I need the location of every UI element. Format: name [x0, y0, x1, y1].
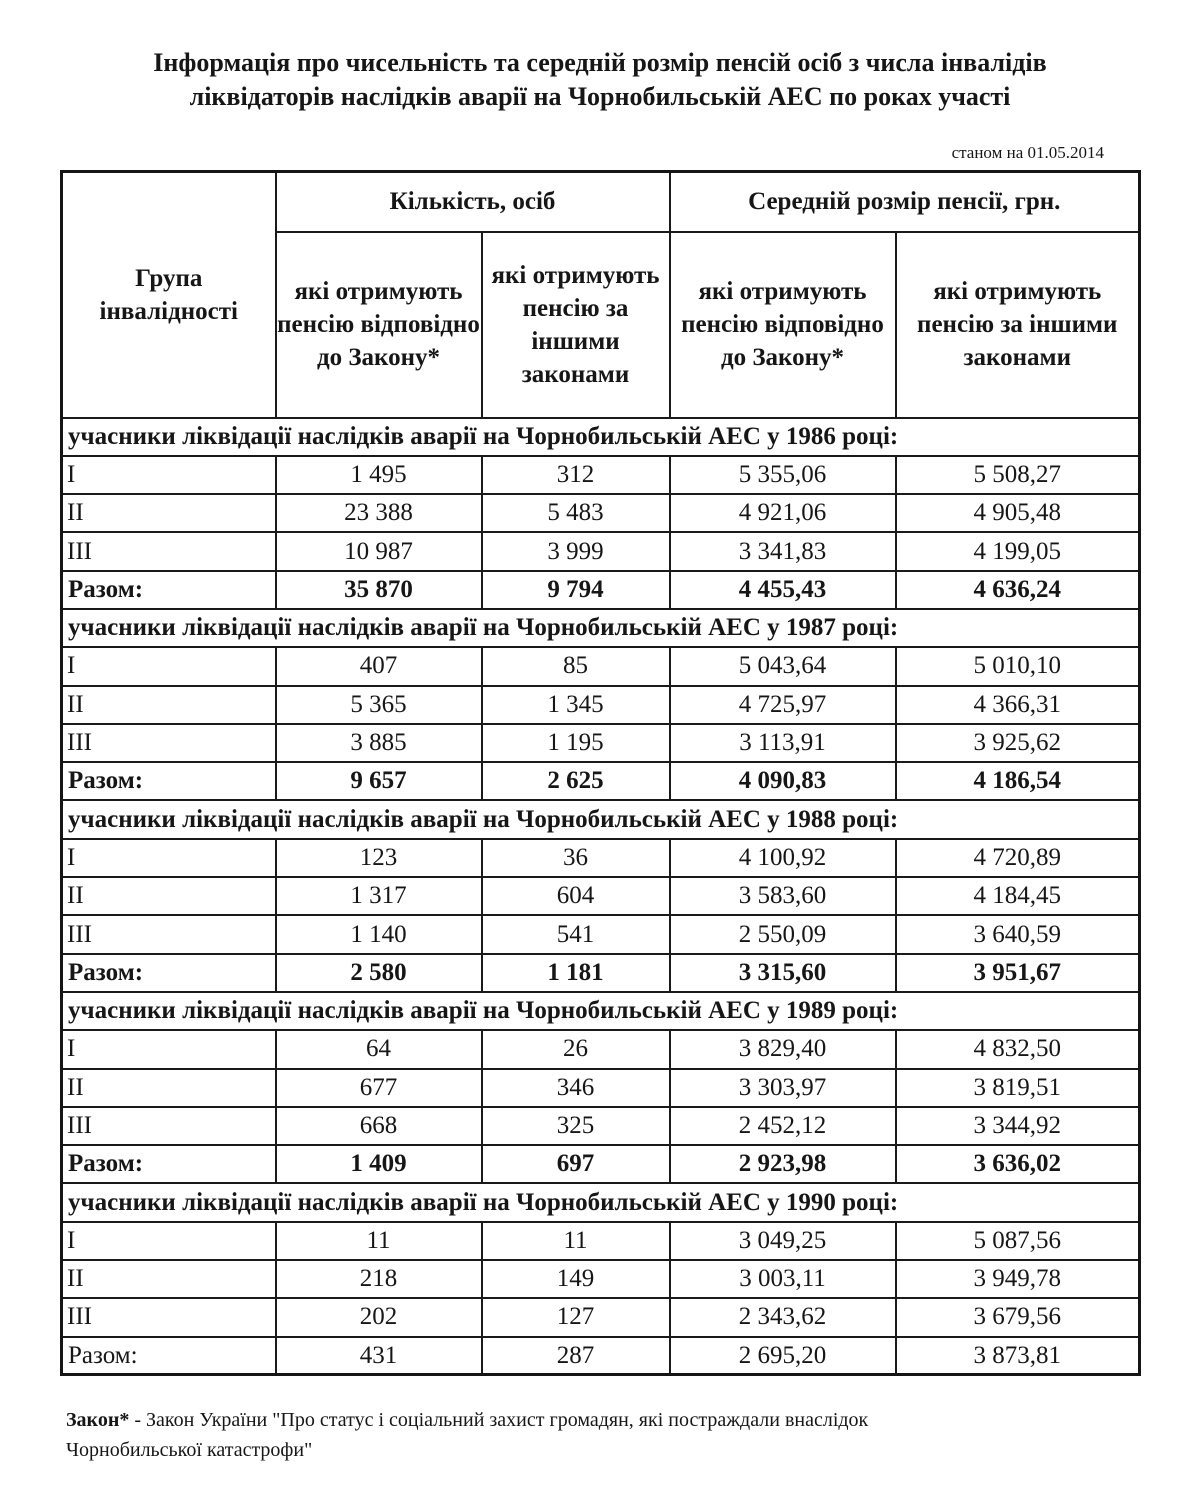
- total-other-pension: 3 636,02: [896, 1145, 1140, 1183]
- cell-other-count: 11: [482, 1222, 670, 1260]
- table-row: [62, 1298, 1140, 1336]
- total-row: [62, 1145, 1140, 1183]
- cell-law-count: 218: [276, 1260, 482, 1298]
- cell-law-pension: 2 452,12: [670, 1107, 896, 1145]
- section-row: [62, 992, 1140, 1030]
- cell-law-count: 202: [276, 1298, 482, 1336]
- cell-other-pension: 4 366,31: [896, 686, 1140, 724]
- cell-law-pension: 3 341,83: [670, 532, 896, 570]
- cell-other-pension: 3 819,51: [896, 1069, 1140, 1107]
- section-heading: учасники ліквідації наслідків аварії на Чорнобильській АЕС у 1986 році:: [62, 418, 1140, 456]
- cell-law-count: 677: [276, 1069, 482, 1107]
- cell-group: II: [62, 877, 276, 915]
- section-heading: учасники ліквідації наслідків аварії на Чорнобильській АЕС у 1988 році:: [62, 800, 1140, 838]
- cell-group: III: [62, 1107, 276, 1145]
- total-other-count: 697: [482, 1145, 670, 1183]
- footnote-term: Закон*: [66, 1409, 130, 1431]
- cell-other-pension: 4 832,50: [896, 1030, 1140, 1068]
- total-label: Разом:: [62, 1337, 276, 1375]
- title-line-1: Інформація про чисельність та середній розмір пенсій осіб з числа інвалідів: [153, 48, 1047, 77]
- cell-other-count: 5 483: [482, 494, 670, 532]
- total-row: [62, 1337, 1140, 1375]
- cell-group: I: [62, 647, 276, 685]
- cell-law-pension: 3 003,11: [670, 1260, 896, 1298]
- total-label: Разом:: [62, 954, 276, 992]
- table-row: [62, 1030, 1140, 1068]
- total-other-pension: 4 186,54: [896, 762, 1140, 800]
- total-law-pension: 2 923,98: [670, 1145, 896, 1183]
- cell-law-pension: 3 583,60: [670, 877, 896, 915]
- cell-law-count: 11: [276, 1222, 482, 1260]
- cell-other-count: 604: [482, 877, 670, 915]
- total-other-pension: 3 873,81: [896, 1337, 1140, 1375]
- total-row: [62, 954, 1140, 992]
- cell-other-count: 3 999: [482, 532, 670, 570]
- cell-law-pension: 3 049,25: [670, 1222, 896, 1260]
- cell-other-pension: 3 344,92: [896, 1107, 1140, 1145]
- total-label: Разом:: [62, 762, 276, 800]
- total-law-count: 35 870: [276, 571, 482, 609]
- cell-other-pension: 3 640,59: [896, 915, 1140, 953]
- cell-law-pension: 4 921,06: [670, 494, 896, 532]
- table-row: [62, 1260, 1140, 1298]
- cell-other-pension: 4 905,48: [896, 494, 1140, 532]
- cell-group: I: [62, 1030, 276, 1068]
- total-label: Разом:: [62, 571, 276, 609]
- cell-law-count: 668: [276, 1107, 482, 1145]
- cell-other-pension: 5 010,10: [896, 647, 1140, 685]
- section-row: [62, 800, 1140, 838]
- cell-law-count: 10 987: [276, 532, 482, 570]
- header-other-pension: які отримують пенсію за іншими законами: [896, 232, 1140, 418]
- cell-law-pension: 2 550,09: [670, 915, 896, 953]
- cell-law-pension: 5 043,64: [670, 647, 896, 685]
- table-row: [62, 839, 1140, 877]
- cell-other-count: 36: [482, 839, 670, 877]
- table-row: [62, 877, 1140, 915]
- table-row: [62, 456, 1140, 494]
- table-body: [62, 418, 1140, 1375]
- cell-other-pension: 4 720,89: [896, 839, 1140, 877]
- table-row: [62, 686, 1140, 724]
- cell-law-count: 407: [276, 647, 482, 685]
- cell-group: III: [62, 724, 276, 762]
- cell-group: I: [62, 839, 276, 877]
- cell-other-count: 85: [482, 647, 670, 685]
- date-note: станом на 01.05.2014: [951, 143, 1104, 162]
- cell-other-count: 541: [482, 915, 670, 953]
- cell-other-pension: 4 199,05: [896, 532, 1140, 570]
- title-line-2: ліквідаторів наслідків аварії на Чорнобильській АЕС по роках участі: [189, 82, 1011, 111]
- table-row: [62, 647, 1140, 685]
- cell-other-pension: 5 508,27: [896, 456, 1140, 494]
- cell-group: III: [62, 915, 276, 953]
- cell-group: III: [62, 532, 276, 570]
- header-law-count: які отримують пенсію відповідно до Закону*: [276, 232, 482, 418]
- total-other-count: 9 794: [482, 571, 670, 609]
- table-row: [62, 1069, 1140, 1107]
- cell-law-pension: 4 725,97: [670, 686, 896, 724]
- total-law-pension: 3 315,60: [670, 954, 896, 992]
- total-law-count: 2 580: [276, 954, 482, 992]
- header-count: Кількість, осіб: [276, 172, 670, 232]
- cell-other-pension: 3 949,78: [896, 1260, 1140, 1298]
- section-row: [62, 1183, 1140, 1221]
- header-row-top: [62, 172, 1140, 232]
- cell-law-count: 64: [276, 1030, 482, 1068]
- cell-other-count: 26: [482, 1030, 670, 1068]
- cell-group: II: [62, 686, 276, 724]
- cell-law-count: 1 317: [276, 877, 482, 915]
- cell-law-count: 123: [276, 839, 482, 877]
- cell-law-pension: 3 829,40: [670, 1030, 896, 1068]
- header-other-count: які отримують пенсію за іншими законами: [482, 232, 670, 418]
- total-other-pension: 3 951,67: [896, 954, 1140, 992]
- cell-law-count: 23 388: [276, 494, 482, 532]
- total-other-count: 287: [482, 1337, 670, 1375]
- section-heading: учасники ліквідації наслідків аварії на Чорнобильській АЕС у 1990 році:: [62, 1183, 1140, 1221]
- total-law-count: 1 409: [276, 1145, 482, 1183]
- page-title: [40, 46, 1160, 114]
- section-heading: учасники ліквідації наслідків аварії на Чорнобильській АЕС у 1989 році:: [62, 992, 1140, 1030]
- cell-group: II: [62, 1260, 276, 1298]
- cell-other-count: 312: [482, 456, 670, 494]
- cell-law-pension: 3 303,97: [670, 1069, 896, 1107]
- cell-group: II: [62, 1069, 276, 1107]
- cell-other-pension: 4 184,45: [896, 877, 1140, 915]
- total-other-pension: 4 636,24: [896, 571, 1140, 609]
- cell-other-count: 149: [482, 1260, 670, 1298]
- total-label: Разом:: [62, 1145, 276, 1183]
- cell-other-pension: 5 087,56: [896, 1222, 1140, 1260]
- cell-law-pension: 3 113,91: [670, 724, 896, 762]
- cell-group: I: [62, 456, 276, 494]
- total-law-pension: 4 455,43: [670, 571, 896, 609]
- footnote-text-line-2: Чорнобильської катастрофи": [66, 1439, 313, 1461]
- table-row: [62, 915, 1140, 953]
- table-row: [62, 532, 1140, 570]
- table-row: [62, 1222, 1140, 1260]
- table-row: [62, 494, 1140, 532]
- header-law-pension: які отримують пенсію відповідно до Закону*: [670, 232, 896, 418]
- cell-other-count: 346: [482, 1069, 670, 1107]
- cell-other-count: 127: [482, 1298, 670, 1336]
- cell-other-count: 1 195: [482, 724, 670, 762]
- section-heading: учасники ліквідації наслідків аварії на Чорнобильській АЕС у 1987 році:: [62, 609, 1140, 647]
- table-row: [62, 724, 1140, 762]
- total-other-count: 1 181: [482, 954, 670, 992]
- total-other-count: 2 625: [482, 762, 670, 800]
- header-group: Група інвалідності: [62, 172, 276, 418]
- total-row: [62, 571, 1140, 609]
- cell-other-pension: 3 925,62: [896, 724, 1140, 762]
- section-row: [62, 418, 1140, 456]
- footnote: [66, 1405, 1146, 1465]
- cell-law-pension: 4 100,92: [670, 839, 896, 877]
- cell-law-count: 1 140: [276, 915, 482, 953]
- cell-law-pension: 2 343,62: [670, 1298, 896, 1336]
- footnote-text-line-1: - Закон України "Про статус і соціальний захист громадян, які постраждали внаслідок: [129, 1409, 869, 1431]
- cell-group: III: [62, 1298, 276, 1336]
- cell-group: I: [62, 1222, 276, 1260]
- cell-law-count: 5 365: [276, 686, 482, 724]
- total-law-count: 9 657: [276, 762, 482, 800]
- total-law-count: 431: [276, 1337, 482, 1375]
- table-row: [62, 1107, 1140, 1145]
- total-law-pension: 4 090,83: [670, 762, 896, 800]
- header-pension: Середній розмір пенсії, грн.: [670, 172, 1140, 232]
- cell-law-count: 3 885: [276, 724, 482, 762]
- total-law-pension: 2 695,20: [670, 1337, 896, 1375]
- section-row: [62, 609, 1140, 647]
- total-row: [62, 762, 1140, 800]
- cell-other-pension: 3 679,56: [896, 1298, 1140, 1336]
- pension-table: [60, 170, 1141, 1376]
- cell-law-count: 1 495: [276, 456, 482, 494]
- cell-other-count: 325: [482, 1107, 670, 1145]
- cell-other-count: 1 345: [482, 686, 670, 724]
- cell-group: II: [62, 494, 276, 532]
- cell-law-pension: 5 355,06: [670, 456, 896, 494]
